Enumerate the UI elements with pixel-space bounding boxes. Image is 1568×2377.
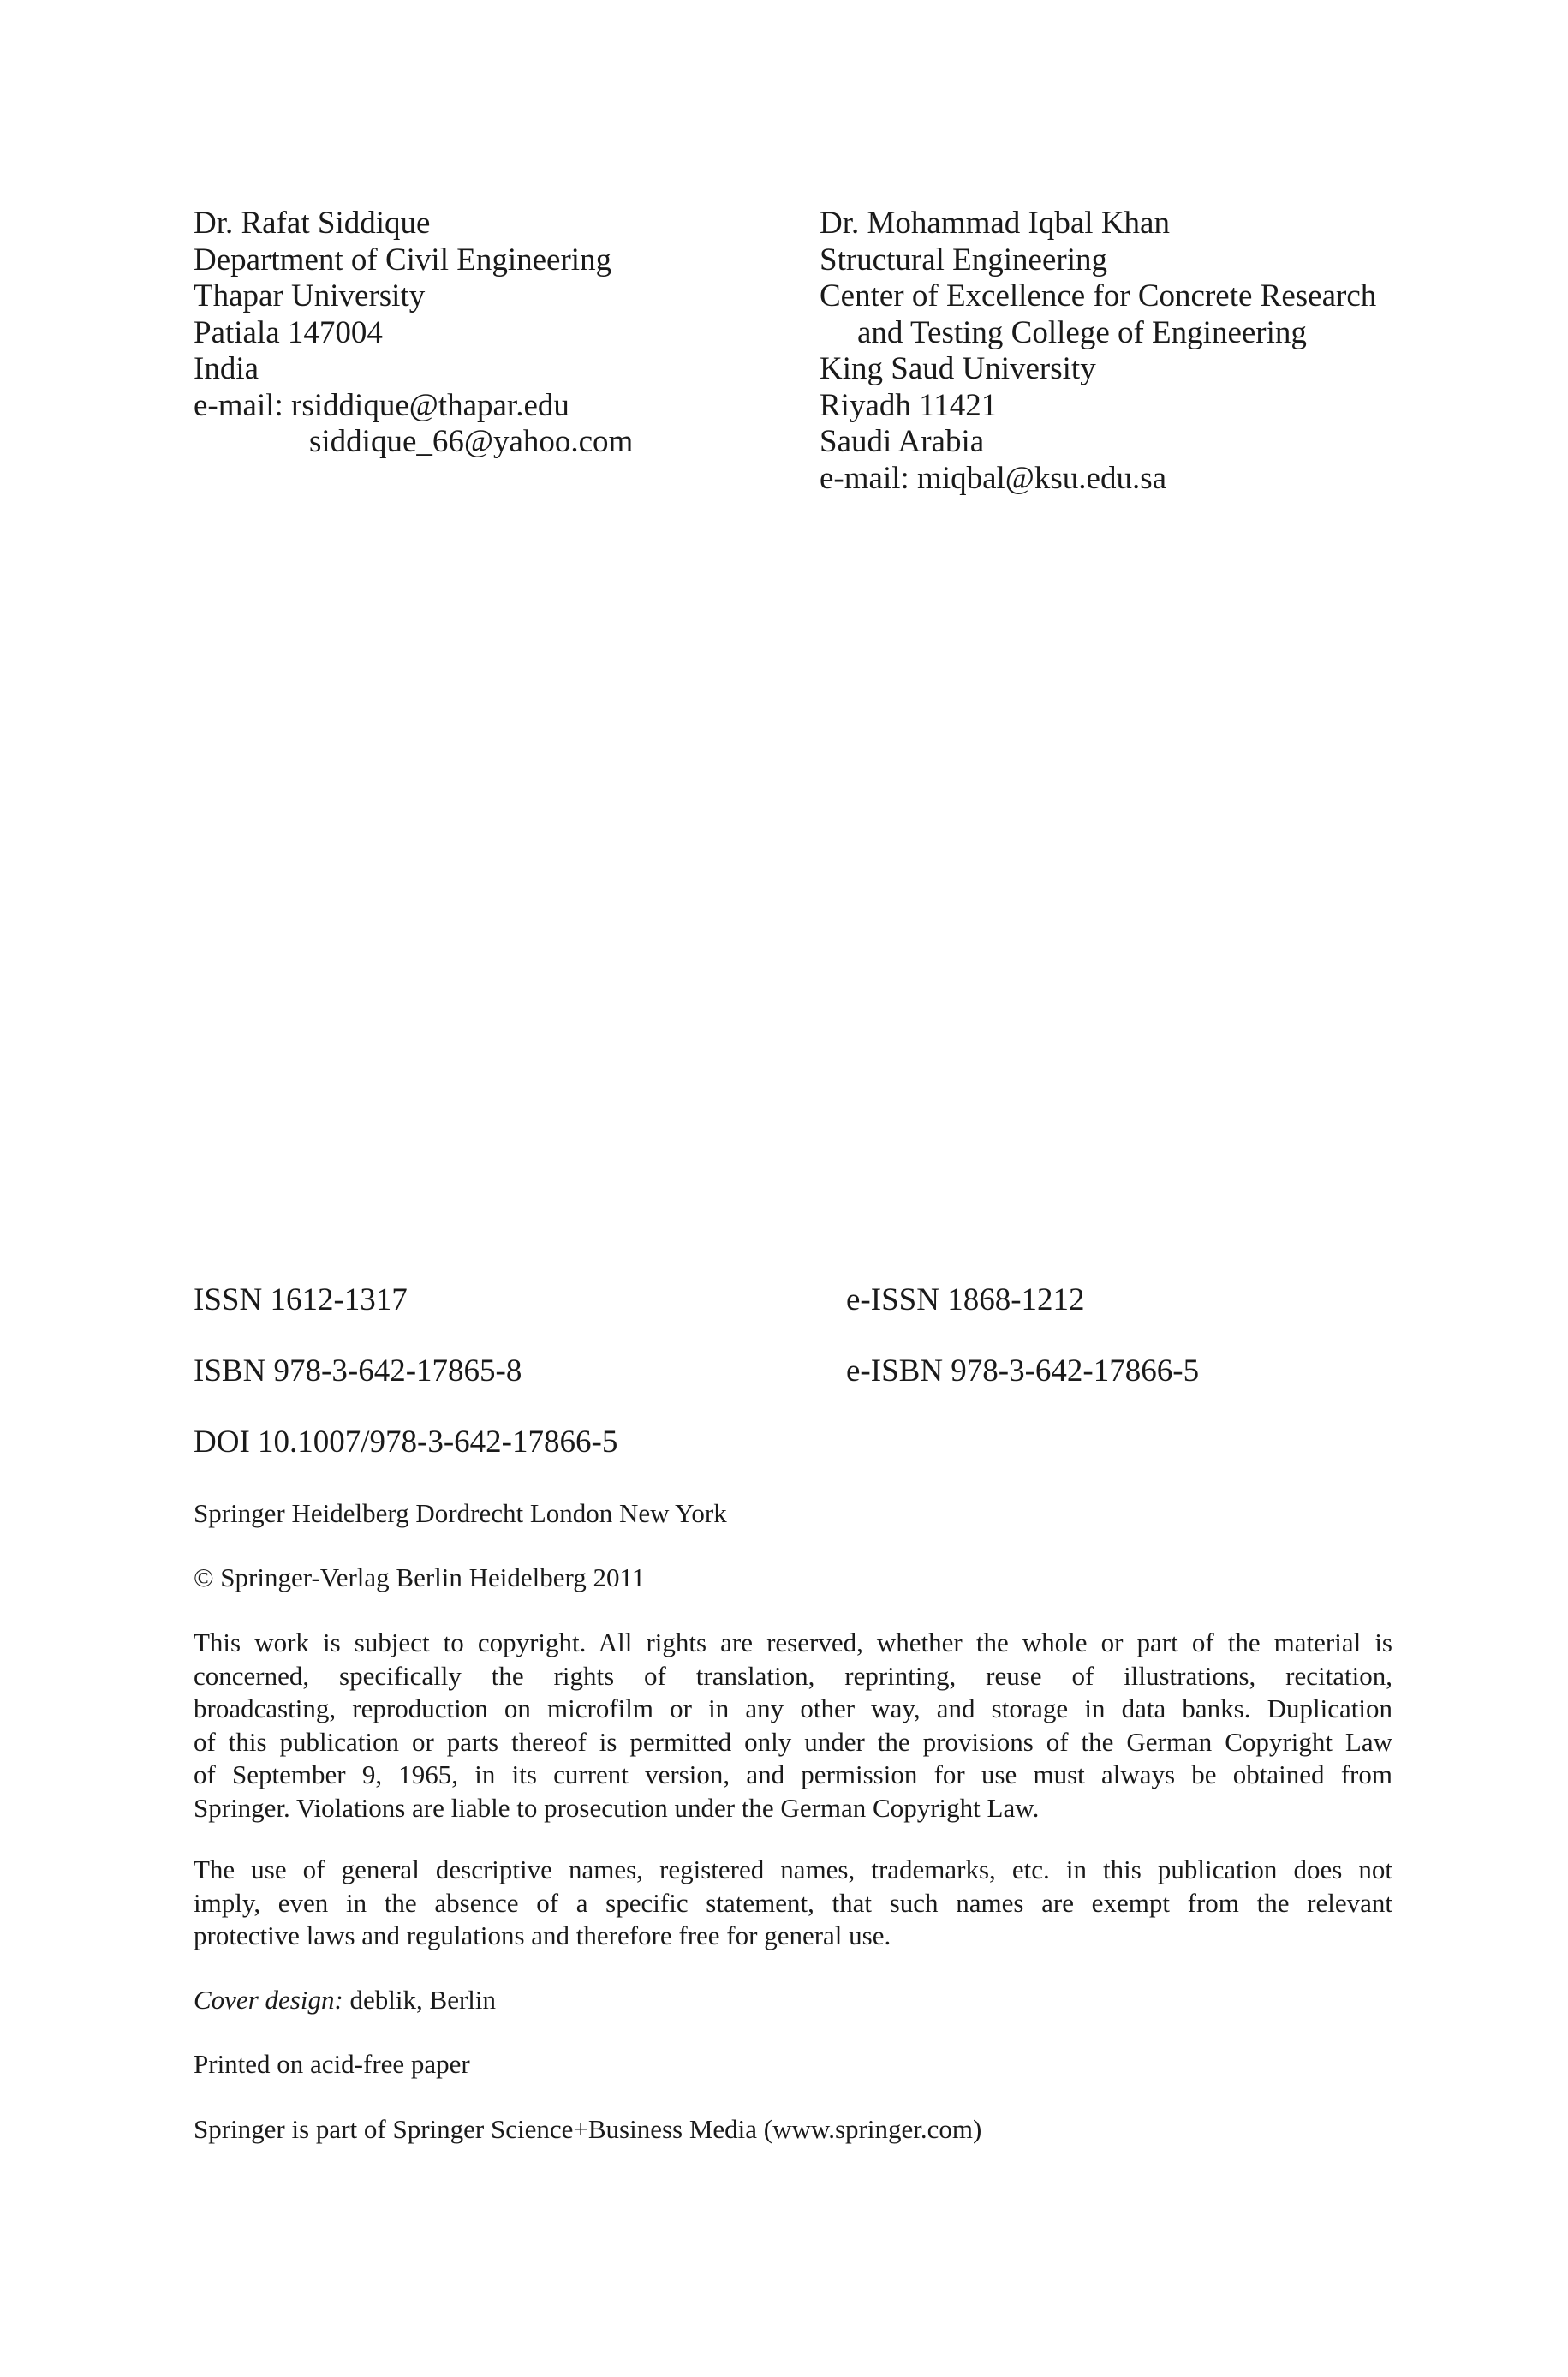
cover-design-label: Cover design: [194,1985,343,2015]
paragraph-line: imply, even in the absence of a specific statement, that such names are exempt from the relevant [194,1887,1392,1918]
copyright-paragraph [194,1627,1392,1825]
author-block-siddique [194,206,633,461]
author-center: Center of Excellence for Concrete Research [820,278,1377,314]
paragraph-line: of September 9, 1965, in its current version, and permission for use must always be obtained from [194,1759,1392,1790]
isbn: ISBN 978-3-642-17865-8 [194,1353,522,1389]
paragraph-line: concerned, specifically the rights of translation, reprinting, reuse of illustrations, recitation, [194,1660,1392,1691]
names-paragraph [194,1854,1392,1953]
publisher-line: Springer Heidelberg Dordrecht London New York [194,1498,727,1528]
springer-line: Springer is part of Springer Science+Business Media (www.springer.com) [194,2114,982,2144]
author-block-khan [820,206,1376,497]
cover-design-value: deblik, Berlin [343,1985,497,2015]
author-department: Department of Civil Engineering [194,242,612,278]
paragraph-line: The use of general descriptive names, registered names, trademarks, etc. in this publication does not [194,1854,1392,1884]
author-email-secondary: siddique_66@yahoo.com [309,424,634,459]
author-university: Thapar University [194,278,426,314]
author-name: Dr. Rafat Siddique [194,206,431,241]
author-city: Patiala 147004 [194,314,383,350]
author-city: Riyadh 11421 [820,387,998,423]
paragraph-line: broadcasting, reproduction on microfilm or in any other way, and storage in data banks. Duplication [194,1693,1392,1724]
author-center-continued: and Testing College of Engineering [857,314,1307,350]
author-name: Dr. Mohammad Iqbal Khan [820,206,1170,241]
author-university: King Saud University [820,351,1096,386]
e-isbn: e-ISBN 978-3-642-17866-5 [846,1353,1200,1389]
paragraph-line: of this publication or parts thereof is permitted only under the provisions of the German Copyright Law [194,1726,1392,1757]
doi: DOI 10.1007/978-3-642-17866-5 [194,1424,618,1460]
author-email: e-mail: rsiddique@thapar.edu [194,387,569,423]
author-country: India [194,351,259,386]
e-issn: e-ISSN 1868-1212 [846,1282,1085,1317]
paragraph-line: protective laws and regulations and therefore free for general use. [194,1920,891,1951]
paper-line: Printed on acid-free paper [194,2049,470,2079]
author-email: e-mail: miqbal@ksu.edu.sa [820,460,1167,496]
copyright-line: © Springer-Verlag Berlin Heidelberg 2011 [194,1562,646,1592]
cover-design-line [194,1984,1392,2017]
issn: ISSN 1612-1317 [194,1282,408,1317]
author-department: Structural Engineering [820,242,1107,278]
paragraph-line: This work is subject to copyright. All rights are reserved, whether the whole or part of the material is [194,1627,1392,1657]
author-country: Saudi Arabia [820,424,985,459]
paragraph-line: Springer. Violations are liable to prosecution under the German Copyright Law. [194,1792,1040,1823]
